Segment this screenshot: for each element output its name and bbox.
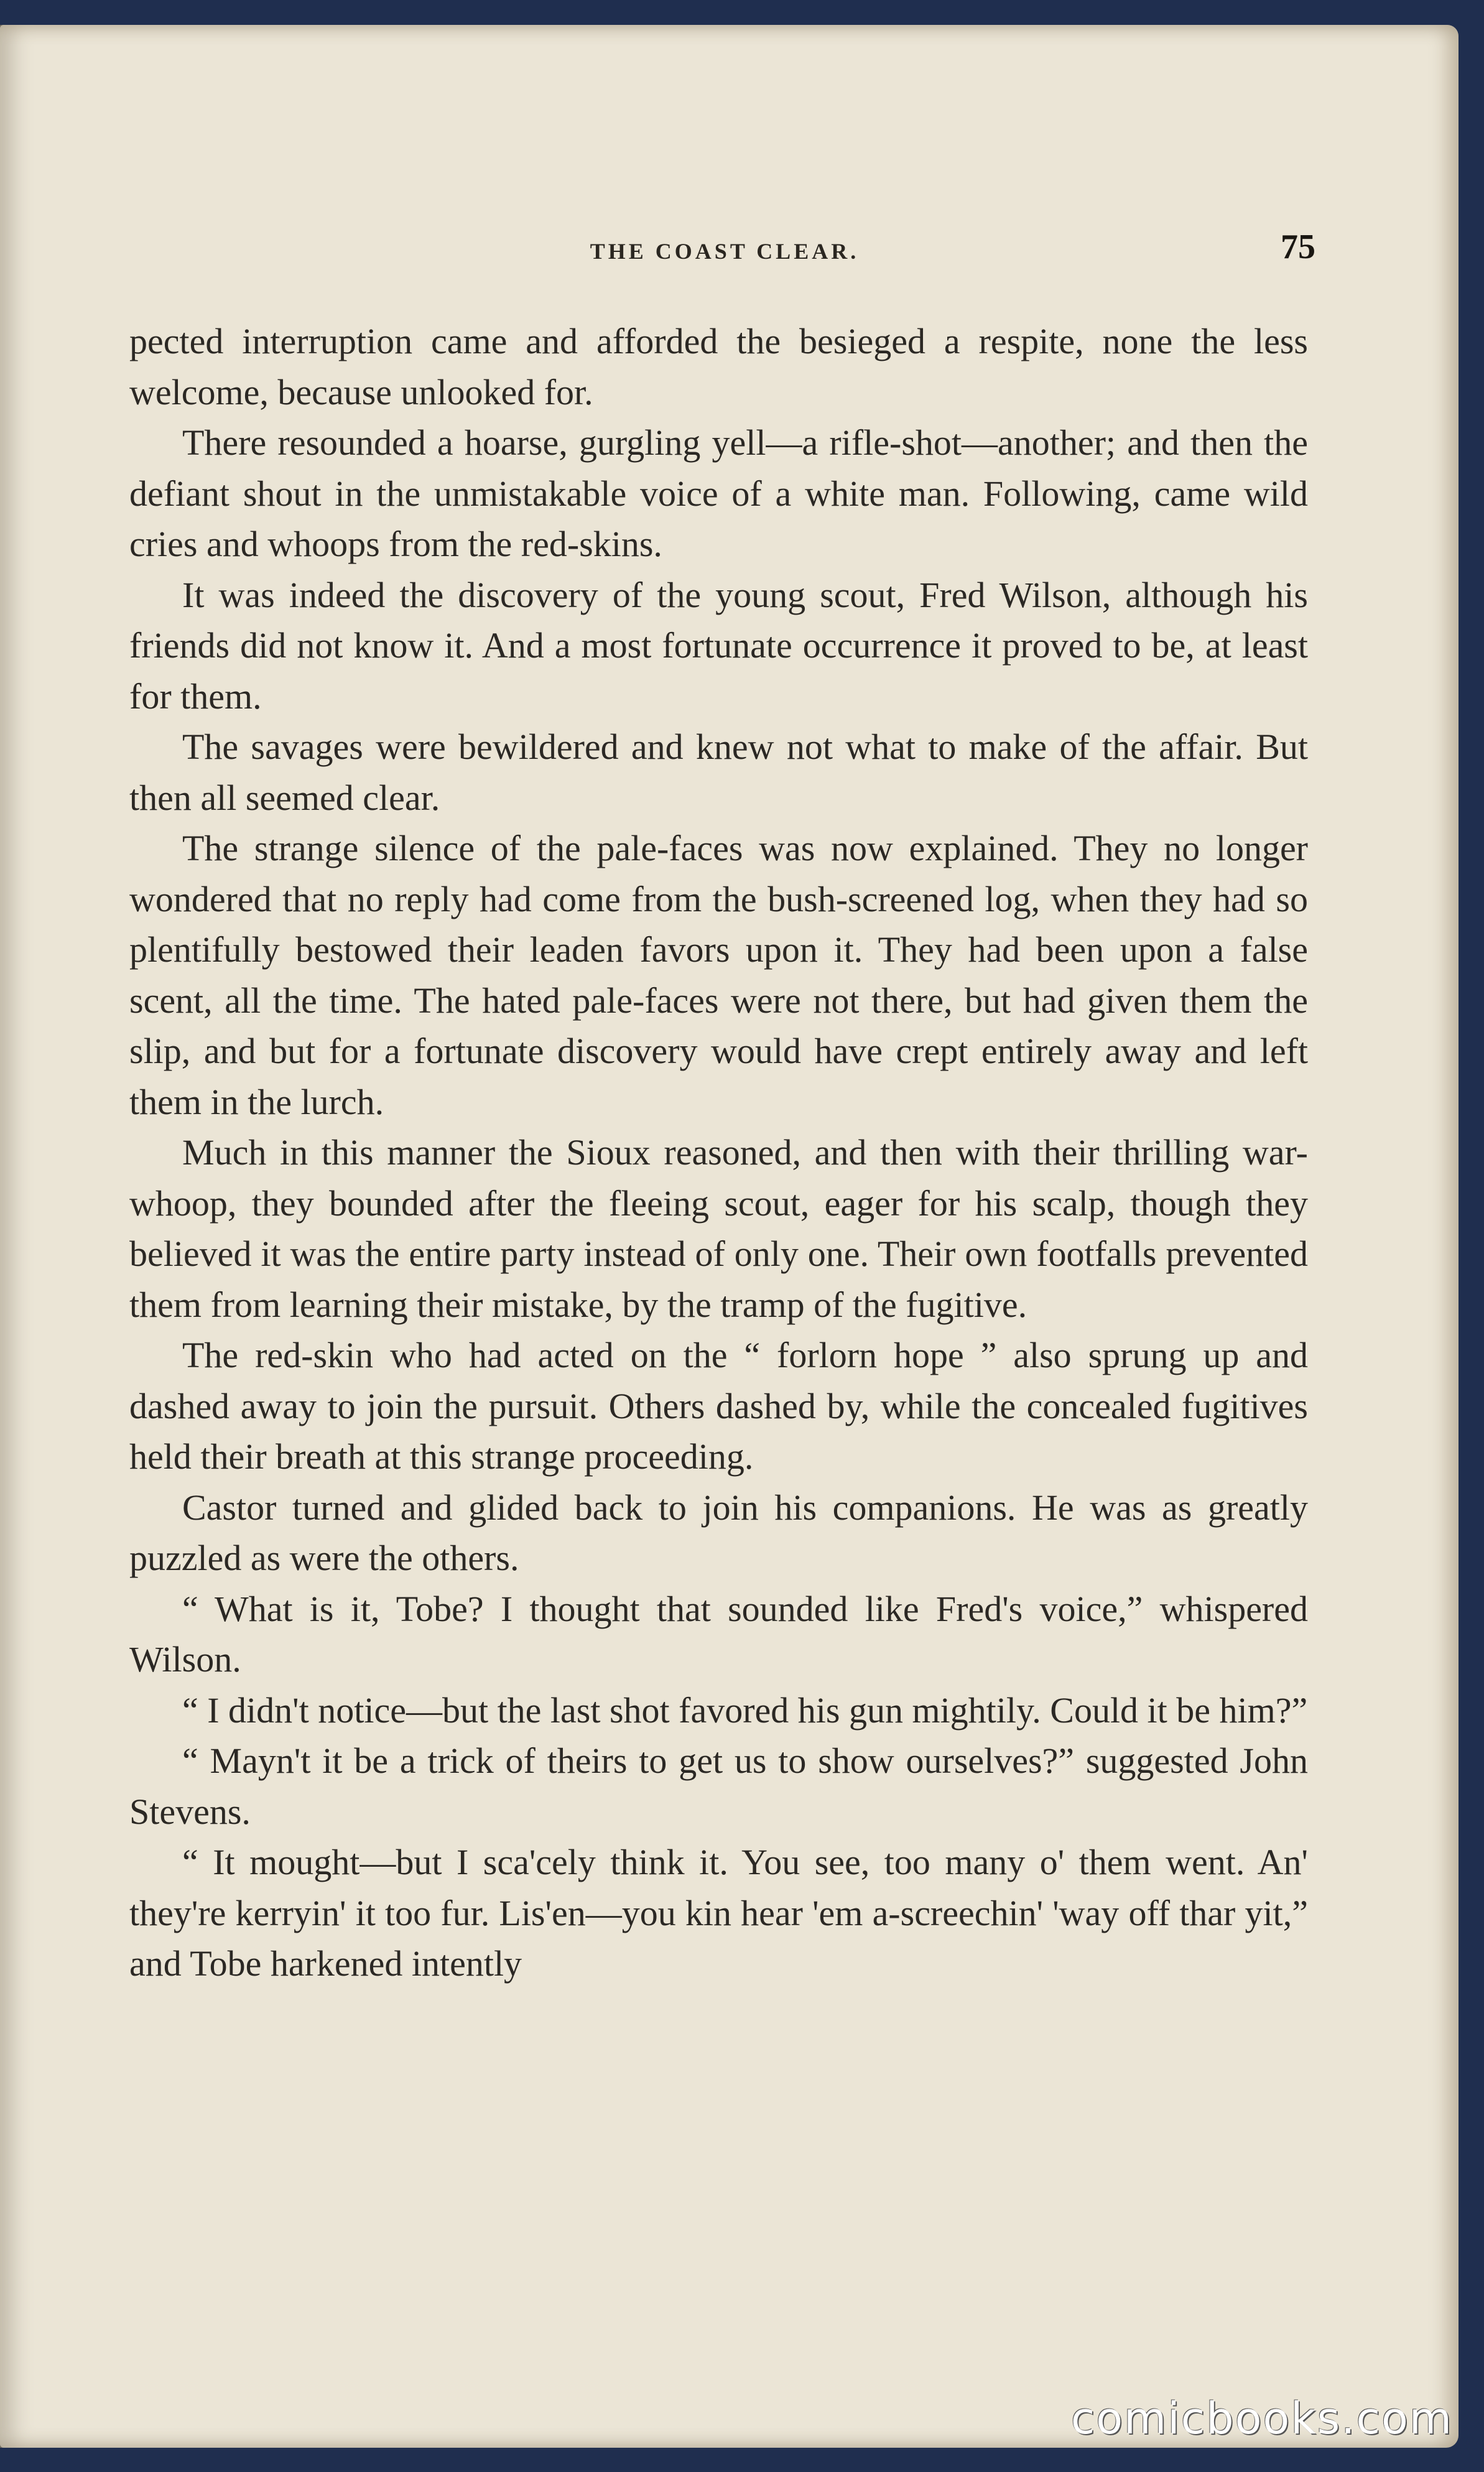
paragraph: It was indeed the discovery of the young scout, Fred Wilson, although his friends did not know it. And a most fortunate occurrence it proved to be, at least for them. (129, 574, 1308, 717)
paragraph: pected interruption came and afforded the besieged a respite, none the less welcome, because unlooked for. (129, 321, 1308, 412)
paragraph: The strange silence of the pale-faces was now explained. They no longer wondered that no reply had come from the bush-screened log, when they had so plentifully bestowed their leaden favors upon it. They had been upon a false scent, all the time. The hated pale-faces were not there, but had given them the slip, and but for a fortunate discovery would have crept entirely away and left them in the lurch. (129, 828, 1308, 1122)
page-number: 75 (1281, 228, 1315, 266)
paragraph: The red-skin who had acted on the “ forlorn hope ” also sprung up and dashed away to join the pursuit. Others dashed by, while the concealed fugitives held their breath at this strange proceeding. (129, 1335, 1308, 1477)
paragraph: “ I didn't notice—but the last shot favored his gun mightily. Could it be him?” (182, 1689, 1308, 1731)
paragraph: Much in this manner the Sioux reasoned, and then with their thrilling war-whoop, they bounded after the fleeing scout, eager for his scalp, though they believed it was the entire party instead of only one. Their own footfalls prevented them from learning their mistake, by the tramp of the fugitive. (129, 1132, 1308, 1325)
paragraph: “ What is it, Tobe? I thought that sounded like Fred's voice,” whispered Wilson. (129, 1588, 1308, 1680)
site-watermark: comicbooks.com (1070, 2393, 1453, 2444)
running-title: THE COAST CLEAR. (590, 239, 860, 264)
body-text (129, 316, 1308, 1989)
paragraph: The savages were bewildered and knew not what to make of the affair. But then all seemed clear. (129, 727, 1308, 818)
paragraph: “ Mayn't it be a trick of theirs to get us to show ourselves?” suggested John Stevens. (129, 1740, 1308, 1832)
paragraph: Castor turned and glided back to join his companions. He was as greatly puzzled as were the others. (129, 1487, 1308, 1578)
paragraph: There resounded a hoarse, gurgling yell—a rifle-shot—another; and then the defiant shout in the unmistakable voice of a white man. Following, came wild cries and whoops from the red-skins. (129, 422, 1308, 564)
page-header (134, 227, 1315, 277)
paragraph: “ It mought—but I sca'cely think it. You see, too many o' them went. An' they're kerryin' it too fur. Lis'en—you kin hear 'em a-screechin' 'way off thar yit,” and Tobe harkened intently (129, 1842, 1308, 1984)
book-page (0, 25, 1458, 2448)
